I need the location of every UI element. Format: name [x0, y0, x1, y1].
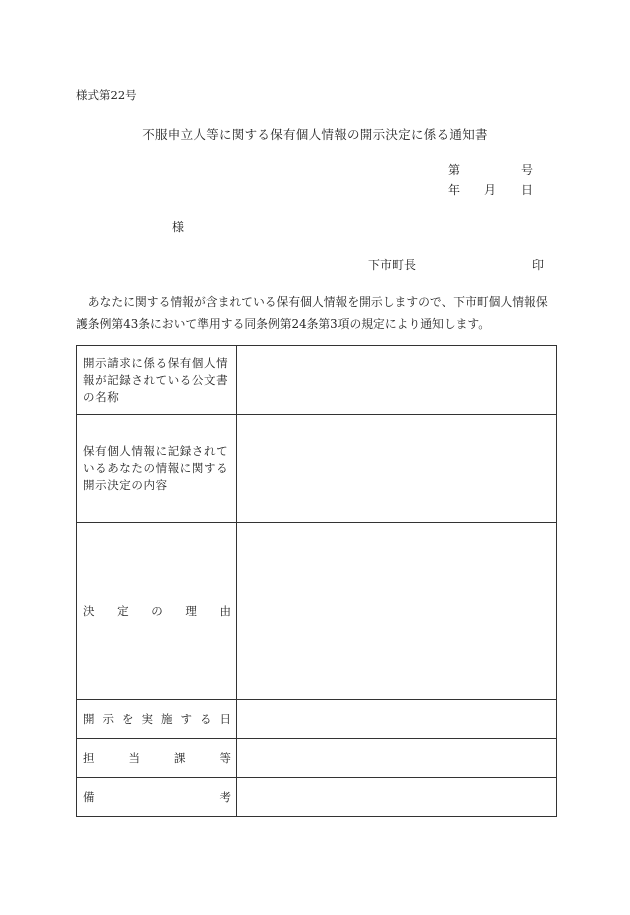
table-row [77, 700, 557, 739]
table-row [77, 346, 557, 415]
label-char: 由 [219, 603, 231, 618]
row-label-disclosure-date [77, 700, 237, 739]
document-title: 不服申立人等に関する保有個人情報の開示決定に係る通知書 [142, 127, 488, 142]
label-char: 等 [219, 750, 231, 765]
row-label-decision-content [77, 415, 237, 523]
table-row [77, 415, 557, 523]
seal-mark: 印 [532, 258, 545, 272]
row-label-text: 保有個人情報に記録されているあなたの情報に関する開示決定の内容 [83, 444, 229, 492]
label-char: 実 [141, 711, 153, 726]
label-char: 当 [128, 750, 140, 765]
table-row [77, 523, 557, 700]
addressee-suffix: 様 [172, 220, 185, 234]
table-row [77, 739, 557, 778]
label-char: 決 [83, 603, 95, 618]
label-char: る [200, 711, 212, 726]
department-field[interactable] [237, 739, 557, 778]
label-char: を [122, 711, 134, 726]
label-char: 示 [102, 711, 114, 726]
sender-title: 下市町長 [368, 258, 417, 272]
row-label-reason [77, 523, 237, 700]
decision-content-field[interactable] [237, 415, 557, 523]
label-char: 日 [219, 711, 231, 726]
number-prefix: 第 [448, 163, 461, 177]
notice-body-line-2: 護条例第43条において準用する同条例第24条第3項の規定により通知します。 [76, 317, 491, 331]
label-char: 考 [219, 789, 231, 804]
date-day: 日 [521, 183, 534, 197]
notice-body [76, 291, 556, 335]
number-suffix: 号 [521, 163, 534, 177]
remarks-field[interactable] [237, 778, 557, 817]
label-char: 担 [83, 750, 95, 765]
row-label-text: 開示請求に係る保有個人情報が記録されている公文書の名称 [83, 355, 229, 404]
date-month: 月 [484, 183, 497, 197]
table-row [77, 778, 557, 817]
decision-reason-field[interactable] [237, 523, 557, 700]
row-label-document-name [77, 346, 237, 415]
label-char: 施 [161, 711, 173, 726]
label-char: 理 [185, 603, 197, 618]
decision-table [76, 345, 557, 817]
label-char: 定 [117, 603, 129, 618]
disclosure-date-field[interactable] [237, 700, 557, 739]
label-char: 課 [174, 750, 186, 765]
label-char: 開 [83, 711, 95, 726]
row-label-department [77, 739, 237, 778]
row-label-remarks [77, 778, 237, 817]
form-number: 様式第22号 [76, 88, 137, 102]
notice-body-line-1: あなたに関する情報が含まれている保有個人情報を開示しますので、下市町個人情報保 [76, 295, 548, 309]
date-year: 年 [448, 183, 461, 197]
label-char: の [151, 603, 163, 618]
document-name-field[interactable] [237, 346, 557, 415]
label-char: 備 [83, 789, 95, 804]
label-char: す [180, 711, 192, 726]
